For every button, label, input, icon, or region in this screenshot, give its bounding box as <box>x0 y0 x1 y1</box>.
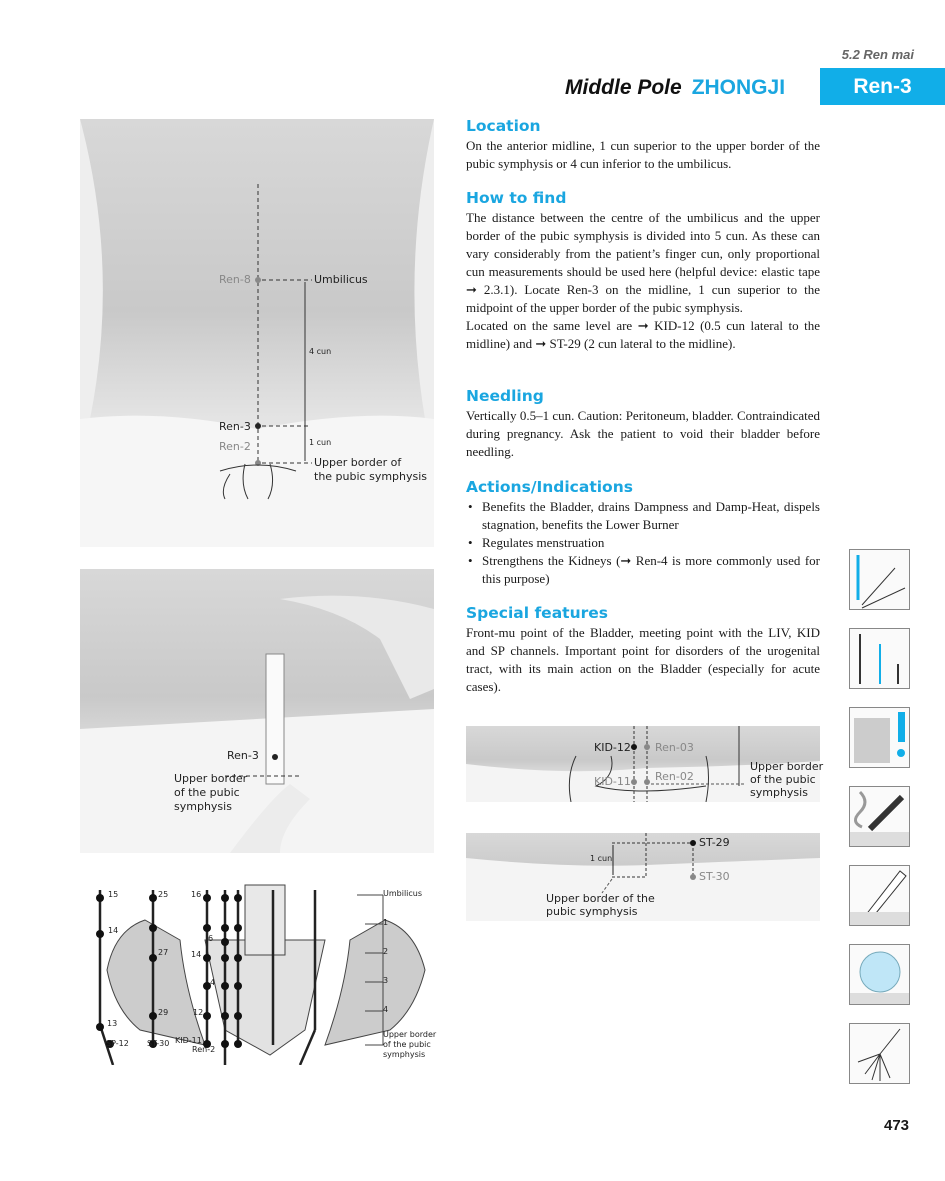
needle-angle-icon <box>849 865 910 926</box>
needle-types-icon <box>849 628 910 689</box>
label-upper-border: Upper border of the <box>546 892 655 905</box>
how-to-find-text: The distance between the centre of the umbilicus and the upper border of the pubic symphysis is divided into 5 cun. As these can vary considerably from the patient’s finger cun, only proportional cun measurements should be used here (helpful device: elastic tape ➞ 2.3.1). Locate Ren-3 on the midline, 1 cun superior to the midpoint of the upper border of the pubic symphysis. <box>466 210 820 315</box>
heading: Special features <box>466 604 608 622</box>
title-pinyin: ZHONGJI <box>691 76 786 99</box>
scale-label: 1 <box>383 918 389 927</box>
point-label: 4 <box>210 978 216 987</box>
label-ren02: Ren-02 <box>655 770 694 783</box>
title-english: Middle Pole <box>565 76 682 99</box>
location-text: On the anterior midline, 1 cun superior to the upper border of the pubic symphysis or 4 cun inferior to the umbilicus. <box>466 138 820 171</box>
moxibustion-icon <box>849 786 910 847</box>
point-label: KID-11 <box>175 1036 202 1045</box>
scale-label: of the pubic <box>383 1040 431 1049</box>
actions-section <box>466 478 820 588</box>
label-1-cun: 1 cun <box>590 854 613 863</box>
point-label: 14 <box>108 926 119 935</box>
anatomy-caution-icon <box>849 707 910 768</box>
heading: Needling <box>466 387 544 405</box>
point-label: 15 <box>108 890 119 899</box>
label-upper-border: Upper border of <box>314 456 402 469</box>
pelvis-channel-diagram <box>95 880 445 1065</box>
point-label: 13 <box>107 1019 118 1028</box>
detail-photo-st29 <box>466 833 820 921</box>
needling-section <box>466 387 820 461</box>
point-label: ST-30 <box>147 1039 170 1048</box>
scale-label: Umbilicus <box>383 889 423 898</box>
scale-label: 4 <box>383 1005 389 1014</box>
point-title <box>565 76 785 100</box>
point-label: 12 <box>193 1008 204 1017</box>
special-features-section <box>466 604 820 696</box>
section-header: 5.2 Ren mai <box>841 47 914 62</box>
label-kid11: KID-11 <box>594 775 631 788</box>
point-label: 14 <box>191 950 202 959</box>
label-4-cun: 4 cun <box>309 347 332 356</box>
scale-label: 2 <box>383 947 389 956</box>
heading: Actions/Indications <box>466 478 633 496</box>
label-of-the-pubic: of the pubic <box>174 786 240 799</box>
label-1-cun: 1 cun <box>309 438 332 447</box>
point-label: 6 <box>208 934 214 943</box>
label-umbilicus: Umbilicus <box>314 273 368 286</box>
needles-icon <box>849 549 910 610</box>
point-label: SP-12 <box>106 1039 129 1048</box>
page-number: 473 <box>884 1117 910 1134</box>
point-label: 27 <box>158 948 169 957</box>
point-label: 16 <box>191 890 202 899</box>
scale-label: 3 <box>383 976 389 985</box>
hand-skeleton-icon <box>849 1023 910 1084</box>
point-label: 29 <box>158 1008 169 1017</box>
label-st29: ST-29 <box>699 836 730 849</box>
point-label: 25 <box>158 890 169 899</box>
label-ren3: Ren-3 <box>227 749 259 762</box>
indication-item: • Regulates menstruation <box>466 534 820 552</box>
label-symphysis: symphysis <box>174 800 232 813</box>
heading: How to find <box>466 189 567 207</box>
label-of-the-pubic: of the pubic <box>750 773 816 786</box>
abdomen-photo-1 <box>80 119 434 547</box>
cupping-icon <box>849 944 910 1005</box>
label-ren8: Ren-8 <box>219 273 251 286</box>
heading: Location <box>466 117 541 135</box>
label-ren3: Ren-3 <box>219 420 251 433</box>
label-pubic-symphysis: the pubic symphysis <box>314 470 428 483</box>
label-ren2: Ren-2 <box>219 440 251 453</box>
indication-item: • Strengthens the Kidneys (➞ Ren-4 is more commonly used for this purpose) <box>466 552 820 588</box>
scale-label: symphysis <box>383 1050 426 1059</box>
detail-photo-kid12 <box>466 726 824 802</box>
label-symphysis: symphysis <box>750 786 808 799</box>
indication-item: • Benefits the Bladder, drains Dampness and Damp-Heat, dispels stagnation, benefits the Lower Burner <box>466 498 820 534</box>
label-st30: ST-30 <box>699 870 730 883</box>
point-label: Ren-2 <box>192 1045 216 1054</box>
label-upper-border: Upper border <box>174 772 248 785</box>
point-code-badge: Ren-3 <box>820 68 945 105</box>
needling-text: Vertically 0.5–1 cun. Caution: Peritoneum, bladder. Contraindicated during pregnancy. Ask the patient to void their bladder before needling. <box>466 408 820 459</box>
scale-label: Upper border <box>383 1030 437 1039</box>
location-section <box>466 117 820 173</box>
how-to-find-section <box>466 189 820 353</box>
label-ren03: Ren-03 <box>655 741 694 754</box>
special-features-text: Front-mu point of the Bladder, meeting point with the LIV, KID and SP channels. Important point for disorders of the urogenital tract, with its main action on the Bladder (especially for acute cases). <box>466 625 820 694</box>
abdomen-photo-2 <box>80 569 434 853</box>
label-upper-border: Upper border <box>750 760 824 773</box>
how-to-find-text-2: Located on the same level are ➞ KID-12 (0.5 cun lateral to the midline) and ➞ ST-29 (2 cun lateral to the midline). <box>466 318 820 351</box>
label-pubic-symphysis: pubic symphysis <box>546 905 638 918</box>
label-kid12: KID-12 <box>594 741 631 754</box>
